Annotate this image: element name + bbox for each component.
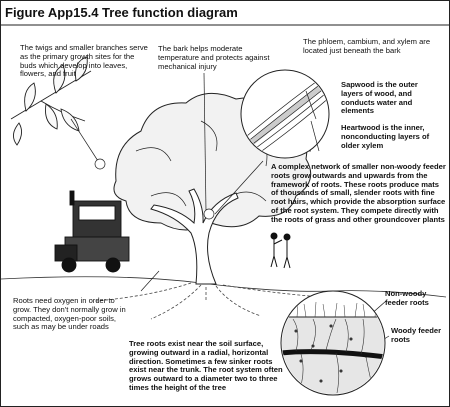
truck-illustration <box>55 191 129 272</box>
tree-roots-annotation: Tree roots exist near the soil surface, growing outward in a radial, horizontal direction. Sometimes a few sinker roots exist near the trunk. The root system often grows outward to a diameter two to three times the height of the tree <box>129 339 283 392</box>
woody-roots-label: Woody feeder roots <box>391 326 442 344</box>
oxygen-annotation: Roots need oxygen in order to grow. They don't normally grow in compacted, oxygen-poor soils, such as may be under roads <box>13 296 126 332</box>
root-system <box>96 283 321 319</box>
heartwood-annotation: Heartwood is the inner, nonconducting layers of older xylem <box>341 123 430 150</box>
figure-title: Figure App15.4 Tree function diagram <box>5 5 238 20</box>
feeder-roots-annotation: A complex network of smaller non-woody feeder roots grow outwards and upwards from the framework of roots. These roots produce mats of thousands of small, slender roots with fine root hairs, which provide the absorption surface of the root system. They compete directly with the roots of grass and other groundcover plants <box>271 162 446 224</box>
root-detail-callout <box>281 291 386 397</box>
non-woody-roots-label: Non-woody feeder roots <box>385 289 429 307</box>
people-figures <box>271 233 290 268</box>
bark-annotation: The bark helps moderate temperature and protects against mechanical injury <box>158 44 270 71</box>
sapwood-annotation: Sapwood is the outer layers of wood, and conducts water and elements <box>341 80 418 116</box>
twigs-annotation: The twigs and smaller branches serve as the primary growth sites for the buds which develop into leaves, flowers, and fruit <box>20 43 148 79</box>
phloem-annotation: The phloem, cambium, and xylem are located just beneath the bark <box>303 37 431 55</box>
